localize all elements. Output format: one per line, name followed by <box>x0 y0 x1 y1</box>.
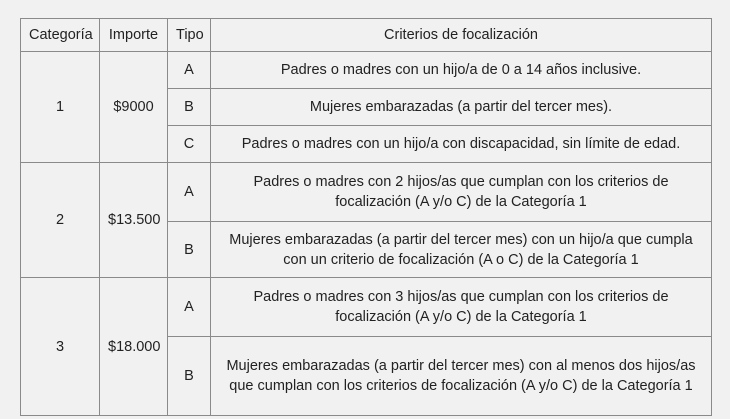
tipo-cell: A <box>168 52 211 89</box>
header-importe: Importe <box>100 19 168 52</box>
tipo-cell: A <box>168 278 211 337</box>
categoria-cell: 3 <box>21 278 100 416</box>
header-categoria: Categoría <box>21 19 100 52</box>
criterio-cell: Padres o madres con un hijo/a con discapacidad, sin límite de edad. <box>211 126 712 163</box>
tipo-cell: B <box>168 337 211 416</box>
header-tipo: Tipo <box>168 19 211 52</box>
criterio-cell: Mujeres embarazadas (a partir del tercer mes) con un hijo/a que cumpla con un criterio de focalización (A o C) de la Categoría 1 <box>211 222 712 278</box>
tipo-cell: C <box>168 126 211 163</box>
criterio-cell: Padres o madres con 2 hijos/as que cumplan con los criterios de focalización (A y/o C) de la Categoría 1 <box>211 163 712 222</box>
importe-cell: $13.500 <box>100 163 168 278</box>
importe-cell: $9000 <box>100 52 168 163</box>
table-row <box>21 278 712 337</box>
header-row <box>21 19 712 52</box>
criterio-cell: Mujeres embarazadas (a partir del tercer mes) con al menos dos hijos/as que cumplan con los criterios de focalización (A y/o C) de la Categoría 1 <box>211 337 712 416</box>
criterio-cell: Padres o madres con 3 hijos/as que cumplan con los criterios de focalización (A y/o C) de la Categoría 1 <box>211 278 712 337</box>
categoria-cell: 2 <box>21 163 100 278</box>
criterio-cell: Padres o madres con un hijo/a de 0 a 14 años inclusive. <box>211 52 712 89</box>
tipo-cell: A <box>168 163 211 222</box>
categoria-cell: 1 <box>21 52 100 163</box>
table-row <box>21 52 712 89</box>
table-row <box>21 163 712 222</box>
categorias-table <box>20 18 712 416</box>
importe-cell: $18.000 <box>100 278 168 416</box>
tipo-cell: B <box>168 222 211 278</box>
criterio-cell: Mujeres embarazadas (a partir del tercer mes). <box>211 89 712 126</box>
tipo-cell: B <box>168 89 211 126</box>
header-criterios: Criterios de focalización <box>211 19 712 52</box>
